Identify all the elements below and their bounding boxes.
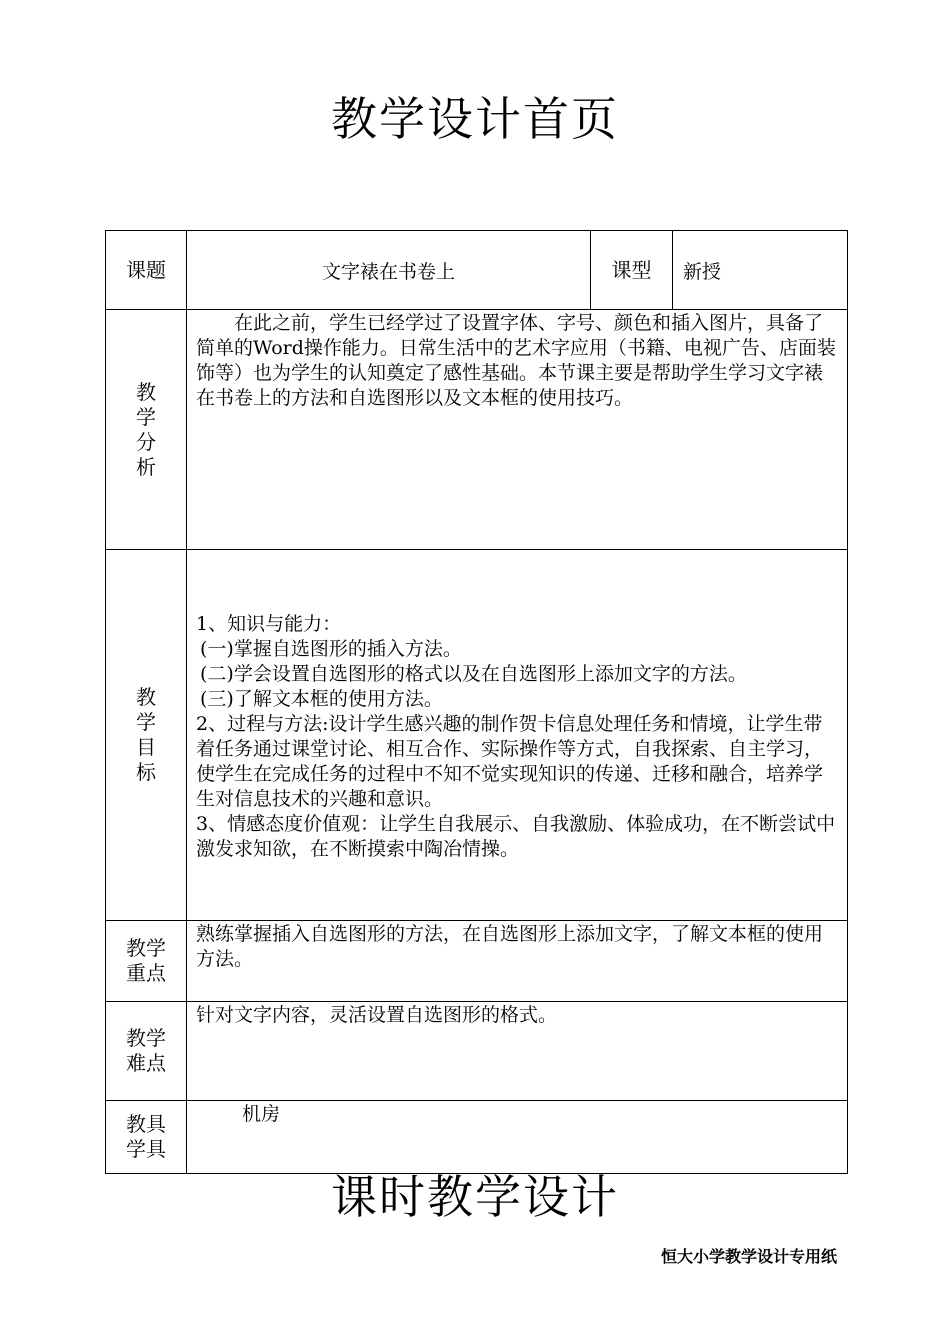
tools-label: 教具 学具 [106,1101,187,1174]
goals-line: 3、情感态度价值观：让学生自我展示、自我激励、体验成功，在不断尝试中激发求知欲，在不断摸索中陶冶情操。 [196,813,836,860]
row-tools [106,1101,848,1174]
topic-value: 文字裱在书卷上 [187,231,591,310]
page-title: 教学设计首页 [331,92,619,146]
tools-text: 机房 [242,1103,281,1125]
analysis-text: 在此之前，学生已经学过了设置字体、字号、颜色和插入图片，具备了简单的Word操作能力。日常生活中的艺术字应用（书籍、电视广告、店面装饰等）也为学生的认知奠定了感性基础。本节课主要是帮助学生学习文字裱在书卷上的方法和自选图形以及文本框的使用技巧。 [196,312,836,409]
key-text: 熟练掌握插入自选图形的方法，在自选图形上添加文字，了解文本框的使用方法。 [196,923,824,970]
row-key [106,921,848,1002]
row-goals [106,550,848,921]
row-difficulty [106,1002,848,1101]
topic-label: 课题 [106,231,187,310]
goals-line: (二)学会设置自选图形的格式以及在自选图形上添加文字的方法。 [200,663,747,685]
section-subtitle: 课时教学设计 [331,1170,619,1224]
type-label: 课型 [591,231,673,310]
goals-line: (三)了解文本框的使用方法。 [200,688,443,710]
goals-line: (一)掌握自选图形的插入方法。 [200,638,462,660]
analysis-label: 教 学 分 析 [106,310,187,550]
difficulty-text: 针对文字内容，灵活设置自选图形的格式。 [196,1004,558,1026]
row-topic [106,231,848,310]
goals-line: 1、知识与能力： [196,613,342,635]
goals-line: 2、过程与方法:设计学生感兴趣的制作贺卡信息处理任务和情境，让学生带着任务通过课堂讨论、相互合作、实际操作等方式，自我探索、自主学习，使学生在完成任务的过程中不知不觉实现知识的传递、迁移和融合，培养学生对信息技术的兴趣和意识。 [196,713,824,810]
type-value: 新授 [673,231,848,310]
key-label: 教学 重点 [106,921,187,1002]
difficulty-label: 教学 难点 [106,1002,187,1101]
row-analysis [106,310,848,550]
lesson-plan-table [105,230,848,1174]
goals-label: 教 学 目 标 [106,550,187,921]
footer-label: 恒大小学教学设计专用纸 [660,1247,837,1266]
